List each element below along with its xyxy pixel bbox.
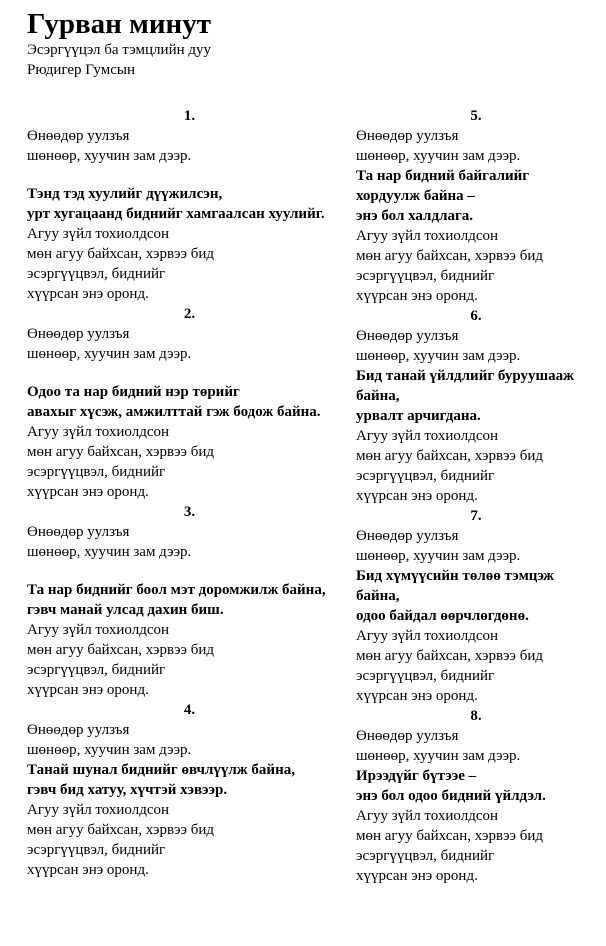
stanza-number: 5. — [470, 108, 482, 124]
stanza-number: 4. — [183, 702, 196, 718]
refrain-line: мөн агуу байхсан, хэрвээ бид — [27, 822, 214, 838]
verse-line: энэ бол халдлага. — [356, 208, 474, 224]
opening-line: шөнөөр, хуучин зам дээр. — [356, 548, 521, 564]
refrain-line: эсэргүүцвэл, биднийг — [27, 662, 166, 678]
refrain-line: мөн агуу байхсан, хэрвээ бид — [27, 444, 214, 460]
verse-line: гэвч бид хатуу, хүчтэй хэвээр. — [27, 782, 228, 798]
refrain-line: Агуу зүйл тохиолдсон — [356, 428, 499, 444]
refrain-line: мөн агуу байхсан, хэрвээ бид — [356, 648, 543, 664]
opening-line: шөнөөр, хуучин зам дээр. — [27, 742, 192, 758]
refrain-line: мөн агуу байхсан, хэрвээ бид — [356, 248, 543, 264]
opening-line: Өнөөдөр уулзъя — [356, 728, 459, 744]
refrain-line: мөн агуу байхсан, хэрвээ бид — [27, 246, 214, 262]
refrain-line: эсэргүүцвэл, биднийг — [27, 266, 166, 282]
verse-line: энэ бол одоо бидний үйлдэл. — [356, 788, 546, 804]
right-column — [356, 106, 596, 886]
stanza-number: 1. — [183, 108, 196, 124]
refrain-line: хүүрсан энэ оронд. — [356, 288, 478, 304]
opening-line: шөнөөр, хуучин зам дээр. — [27, 346, 192, 362]
opening-line: шөнөөр, хуучин зам дээр. — [356, 148, 521, 164]
stanza-gap — [27, 562, 352, 580]
refrain-line: хүүрсан энэ оронд. — [356, 868, 478, 884]
stanza-8 — [356, 706, 596, 886]
stanza-gap — [27, 364, 352, 382]
opening-line: Өнөөдөр уулзъя — [27, 524, 130, 540]
song-subtitle: Эсэргүүцэл ба тэмцлийн дуу — [27, 42, 212, 58]
verse-line: Бид хүмүүсийн төлөө тэмцэж — [356, 568, 554, 584]
opening-line: шөнөөр, хуучин зам дээр. — [356, 348, 521, 364]
stanza-2 — [27, 304, 352, 502]
stanza-5 — [356, 106, 596, 306]
stanza-number: 8. — [470, 708, 482, 724]
opening-line: шөнөөр, хуучин зам дээр. — [27, 148, 192, 164]
refrain-line: Агуу зүйл тохиолдсон — [27, 424, 170, 440]
refrain-line: эсэргүүцвэл, биднийг — [356, 848, 495, 864]
verse-line: Танай шунал биднийг өвчлүүлж байна, — [27, 762, 295, 778]
verse-line: Бид танай үйлдлийг буруушааж — [356, 368, 575, 384]
stanza-1 — [27, 106, 352, 304]
opening-line: шөнөөр, хуучин зам дээр. — [356, 748, 521, 764]
stanza-6 — [356, 306, 596, 506]
opening-line: шөнөөр, хуучин зам дээр. — [27, 544, 192, 560]
refrain-line: хүүрсан энэ оронд. — [356, 488, 478, 504]
verse-line: байна, — [356, 588, 400, 604]
refrain-line: хүүрсан энэ оронд. — [27, 682, 149, 698]
refrain-line: эсэргүүцвэл, биднийг — [27, 464, 166, 480]
verse-line: Ирээдүйг бүтээе – — [356, 768, 477, 784]
verse-line: Одоо та нар бидний нэр төрийг — [27, 384, 240, 400]
song-title: Гурван минут — [27, 8, 212, 40]
refrain-line: Агуу зүйл тохиолдсон — [27, 622, 170, 638]
refrain-line: Агуу зүйл тохиолдсон — [27, 226, 170, 242]
refrain-line: мөн агуу байхсан, хэрвээ бид — [27, 642, 214, 658]
verse-line: авахыг хүсэж, амжилттай гэж бодож байна. — [27, 404, 321, 420]
refrain-line: Агуу зүйл тохиолдсон — [356, 628, 499, 644]
opening-line: Өнөөдөр уулзъя — [356, 328, 459, 344]
opening-line: Өнөөдөр уулзъя — [27, 128, 130, 144]
verse-line: Тэнд тэд хуулийг дүүжилсэн, — [27, 186, 223, 202]
refrain-line: Агуу зүйл тохиолдсон — [27, 802, 170, 818]
stanza-3 — [27, 502, 352, 700]
refrain-line: эсэргүүцвэл, биднийг — [356, 668, 495, 684]
stanza-number: 3. — [183, 504, 196, 520]
refrain-line: Агуу зүйл тохиолдсон — [356, 808, 499, 824]
song-author: Рюдигер Гумсын — [27, 62, 135, 78]
verse-line: хордуулж байна – — [356, 188, 475, 204]
refrain-line: хүүрсан энэ оронд. — [27, 484, 149, 500]
verse-line: Та нар бидний байгалийг — [356, 168, 530, 184]
refrain-line: мөн агуу байхсан, хэрвээ бид — [356, 828, 543, 844]
refrain-line: мөн агуу байхсан, хэрвээ бид — [356, 448, 543, 464]
stanza-4 — [27, 700, 352, 880]
stanza-number: 7. — [470, 508, 482, 524]
verse-line: урт хугацаанд биднийг хамгаалсан хуулийг. — [27, 206, 325, 222]
refrain-line: хүүрсан энэ оронд. — [27, 286, 149, 302]
refrain-line: хүүрсан энэ оронд. — [27, 862, 149, 878]
refrain-line: эсэргүүцвэл, биднийг — [356, 468, 495, 484]
opening-line: Өнөөдөр уулзъя — [356, 528, 459, 544]
verse-line: гэвч манай улсад дахин биш. — [27, 602, 224, 618]
refrain-line: Агуу зүйл тохиолдсон — [356, 228, 499, 244]
refrain-line: эсэргүүцвэл, биднийг — [356, 268, 495, 284]
refrain-line: хүүрсан энэ оронд. — [356, 688, 478, 704]
opening-line: Өнөөдөр уулзъя — [356, 128, 459, 144]
refrain-line: эсэргүүцвэл, биднийг — [27, 842, 166, 858]
verse-line: одоо байдал өөрчлөгдөнө. — [356, 608, 529, 624]
opening-line: Өнөөдөр уулзъя — [27, 326, 130, 342]
verse-line: байна, — [356, 388, 400, 404]
verse-line: Та нар биднийг боол мэт доромжилж байна, — [27, 582, 326, 598]
stanza-7 — [356, 506, 596, 706]
left-column — [27, 106, 352, 880]
verse-line: урвалт арчигдана. — [356, 408, 481, 424]
stanza-number: 2. — [183, 306, 196, 322]
opening-line: Өнөөдөр уулзъя — [27, 722, 130, 738]
stanza-gap — [27, 166, 352, 184]
stanza-number: 6. — [470, 308, 482, 324]
